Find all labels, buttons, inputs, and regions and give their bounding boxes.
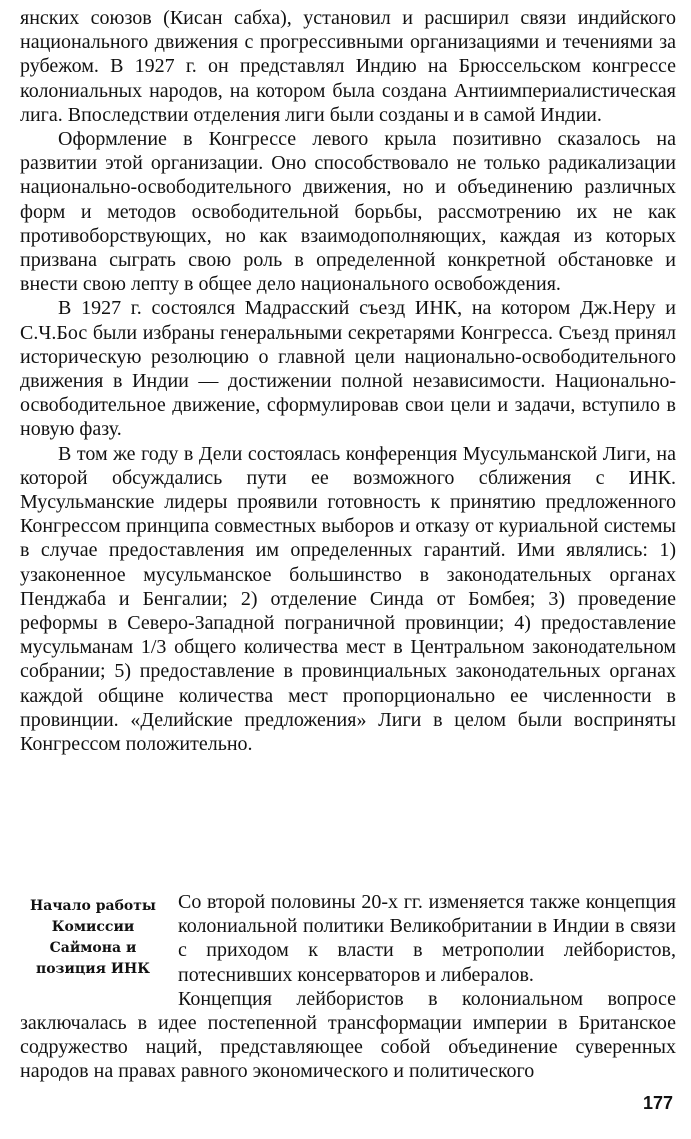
section-continuation-paragraph: Концепция лейбористов в колониальном вопросе заключалась в идее постепенной трансформации империи в Британское содружество наций, представляющее собой объединение суверенных народов на правах равного экономического и политического: [20, 987, 676, 1083]
section-intro-text: [178, 890, 676, 987]
main-text: [20, 6, 676, 756]
margin-heading: [20, 896, 166, 980]
paragraph-4: В том же году в Дели состоялась конференция Мусульманской Лиги, на которой обсуждались пути ее возможного сближения с ИНК. Мусульманские лидеры проявили готовность к принятию предложенного Конгрессом принципа совместных выборов и отказу от куриальной системы в случае предоставления им определенных гарантий. Ими являлись: 1) узаконенное мусульманское большинство в законодательных органах Пенджаба и Бенгалии; 2) отделение Синда от Бомбея; 3) проведение реформы в Северо-Западной пограничной провинции; 4) предоставление мусульманам 1/3 общего количества мест в Центральном законодательном собрании; 5) предоставление в провинциальных законодательных органах каждой общине количества мест пропорционально ее численности в провинции. «Делийские предложения» Лиги в целом были восприняты Конгрессом положительно.: [20, 442, 676, 756]
page-number: 177: [642, 1093, 673, 1113]
margin-heading-line-2: Комиссии: [51, 919, 135, 935]
section-continuation-text: [20, 987, 676, 1084]
margin-heading-line-1: Начало работы: [30, 898, 156, 914]
margin-heading-line-3: Саймона и: [49, 940, 137, 956]
paragraph-2: Оформление в Конгрессе левого крыла позитивно сказалось на развитии этой организации. Оно способствовало не только радикализации национально-освободительного движения, но и объединению различных форм и методов освободительной борьбы, рассмотрению их не как противоборствующих, но как взаимодополняющих, каждая из которых призвана сыграть свою роль в определенной конкретной обстановке и внести свою лепту в общее дело национального освобождения.: [20, 128, 676, 296]
margin-heading-line-4: позиция ИНК: [35, 961, 151, 977]
paragraph-3: В 1927 г. состоялся Мадрасский съезд ИНК, на котором Дж.Неру и С.Ч.Бос были избраны генеральными секретарями Конгресса. Съезд принял историческую резолюцию о главной цели национально-освободительного движения в Индии — достижении полной независимости. Национально-освободительное движение, сформулировав свои цели и задачи, вступило в новую фазу.: [20, 297, 676, 441]
section-intro-paragraph: Со второй половины 20-х гг. изменяется также концепция колониальной политики Великобритании в Индии в связи с приходом к власти в метрополии лейбористов, потеснивших консерваторов и либералов.: [178, 891, 676, 986]
paragraph-1: янских союзов (Кисан сабха), установил и расширил связи индийского национального движения с прогрессивными организациями и течениями за рубежом. В 1927 г. он представлял Индию на Брюссельском конгрессе колониальных народов, на котором была создана Антиимпериалистическая лига. Впоследствии отделения лиги были созданы и в самой Индии.: [20, 7, 676, 126]
